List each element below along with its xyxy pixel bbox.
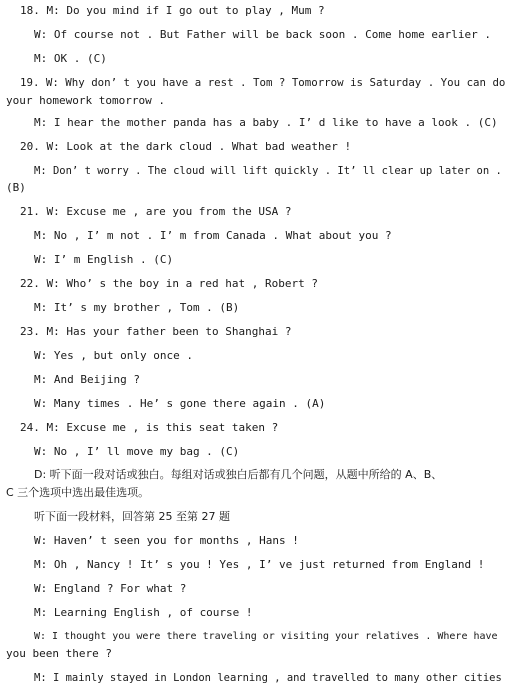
section-d-instruction-continued-line: C 三个选项中选出最佳选项。 bbox=[6, 486, 150, 499]
q20-answer-line: M: Don’ t worry . The cloud will lift quickly . It’ ll clear up later on . bbox=[34, 165, 502, 177]
q23-followup-line: M: And Beijing ? bbox=[34, 373, 140, 386]
q21-reply-line: W: I’ m English . (C) bbox=[34, 253, 174, 266]
q23-question-line: 23. M: Has your father been to Shanghai ? bbox=[20, 325, 292, 338]
q21-question-line: 21. W: Excuse me , are you from the USA ? bbox=[20, 205, 292, 218]
q20-answer-continued-line: (B) bbox=[6, 181, 26, 194]
q22-answer-line: M: It’ s my brother , Tom . (B) bbox=[34, 301, 240, 314]
q18-question-line: 18. M: Do you mind if I go out to play , Mum ? bbox=[20, 4, 325, 17]
q23-reply-line: W: Many times . He’ s gone there again . (A) bbox=[34, 397, 326, 410]
q24-answer-line: W: No , I’ ll move my bag . (C) bbox=[34, 445, 240, 458]
passage-line-3: W: England ? For what ? bbox=[34, 582, 187, 595]
passage-intro-line: 听下面一段材料，回答第 25 至第 27 题 bbox=[34, 510, 230, 523]
passage-line-2: M: Oh , Nancy ! It’ s you ! Yes , I’ ve just returned from England ! bbox=[34, 558, 485, 571]
passage-line-6: M: I mainly stayed in London learning , and travelled to many other cities bbox=[34, 672, 502, 684]
q19-question-line: 19. W: Why don’ t you have a rest . Tom ? Tomorrow is Saturday . You can do bbox=[20, 76, 506, 89]
passage-line-1: W: Haven’ t seen you for months , Hans ! bbox=[34, 534, 299, 547]
q19-answer-line: M: I hear the mother panda has a baby . I’ d like to have a look . (C) bbox=[34, 116, 498, 129]
q23-answer-line: W: Yes , but only once . bbox=[34, 349, 193, 362]
passage-line-5-continued: you been there ? bbox=[6, 647, 112, 660]
passage-line-4: M: Learning English , of course ! bbox=[34, 606, 253, 619]
section-d-instruction-line: D: 听下面一段对话或独白。每组对话或独白后都有几个问题，从题中所给的 A、B、 bbox=[34, 468, 443, 481]
q18-reply-line: M: OK . (C) bbox=[34, 52, 107, 65]
q19-question-continued-line: your homework tomorrow . bbox=[6, 94, 165, 107]
q24-question-line: 24. M: Excuse me , is this seat taken ? bbox=[20, 421, 279, 434]
q21-answer-line: M: No , I’ m not . I’ m from Canada . What about you ? bbox=[34, 229, 392, 242]
q20-question-line: 20. W: Look at the dark cloud . What bad weather ! bbox=[20, 140, 352, 153]
q18-answer-line: W: Of course not . But Father will be back soon . Come home earlier . bbox=[34, 28, 491, 41]
q22-question-line: 22. W: Who’ s the boy in a red hat , Robert ? bbox=[20, 277, 319, 290]
passage-line-5: W: I thought you were there traveling or visiting your relatives . Where have bbox=[34, 631, 498, 642]
